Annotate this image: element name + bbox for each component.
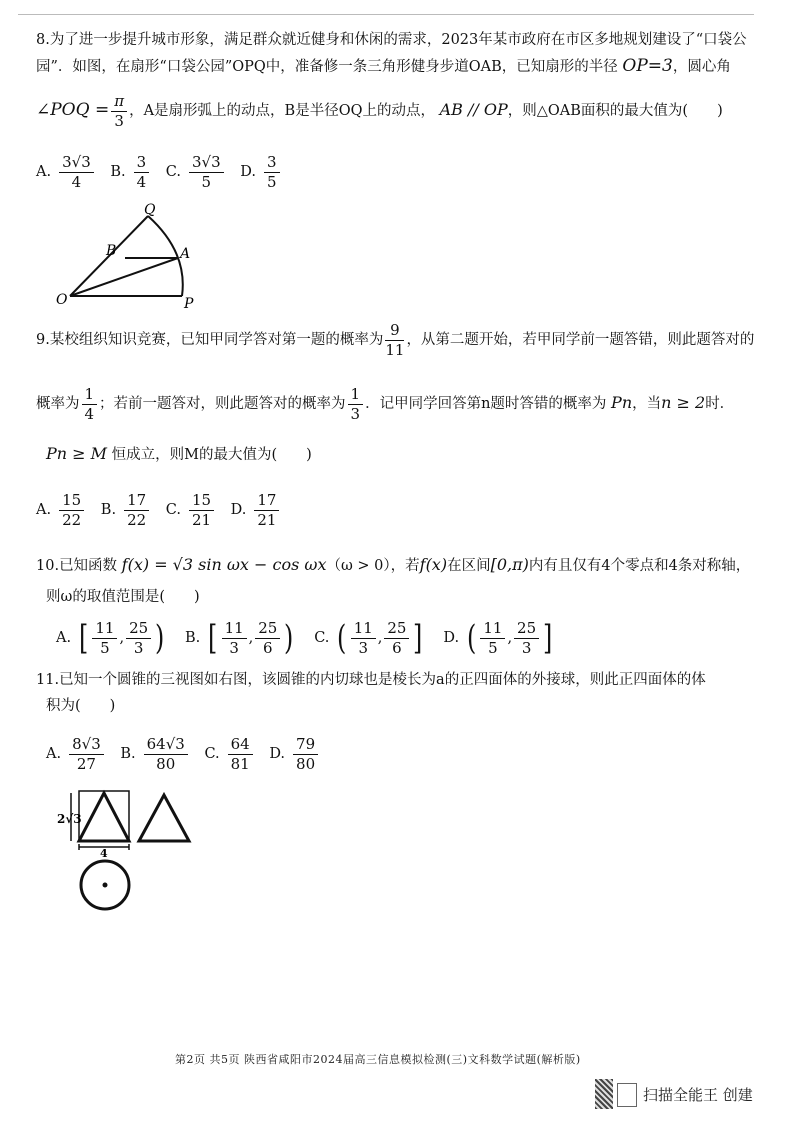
top-rule: [18, 14, 754, 15]
q8-option-b-den: 4: [136, 172, 147, 191]
q10-option-c-b-den: 6: [392, 638, 402, 657]
q9-line3: [46, 444, 312, 465]
q10-interval: [0,π): [490, 555, 529, 574]
q9-line2: [36, 383, 734, 424]
q10-option-a-a-den: 5: [100, 638, 110, 657]
q11-option-d[interactable]: [269, 732, 320, 776]
q10-option-a-open: [: [79, 618, 89, 658]
q8-option-c-label: C.: [165, 164, 181, 180]
q8-segment-oa: [70, 258, 178, 296]
q9-option-c[interactable]: [166, 488, 216, 532]
q10-option-b-a-num: 11: [222, 621, 247, 639]
q8-option-d-num: 3: [264, 155, 280, 173]
q11-option-d-label: D.: [269, 746, 286, 762]
q9-option-c-num: 15: [189, 493, 214, 511]
q10-option-b[interactable]: B. [ $\frac{11}{3}$ , $\frac{25}{6}$ ): [185, 618, 294, 658]
q9-text-2b: ；若前一题答对，则此题答对的概率为: [99, 396, 346, 412]
q9-text-1a: 某校组织知识竞赛，已知甲同学答对第一题的概率为: [49, 332, 384, 348]
q10-option-c-a-den: 3: [358, 638, 368, 657]
q9-p2-num: 1: [82, 387, 98, 405]
q11-option-b-label: B.: [120, 746, 136, 762]
q8-option-b-num: 3: [134, 155, 150, 173]
q10-option-c-a-num: 11: [351, 621, 376, 639]
q8-angle-label: ∠POQ =: [36, 100, 110, 120]
q9-condition: n ≥ 2: [661, 393, 706, 412]
q10-option-d[interactable]: D. ( $\frac{11}{5}$ , $\frac{25}{3}$ ]: [443, 618, 553, 658]
q10-option-a-b-den: 3: [133, 638, 144, 657]
q11-option-b-den: 80: [156, 754, 176, 773]
q11-option-b-num: 64√3: [144, 737, 188, 755]
q8-angle-fraction: [111, 91, 127, 130]
q11-option-c-num: 64: [228, 737, 253, 755]
q11-three-view-figure: [55, 785, 205, 915]
q8-sector-figure: [50, 200, 220, 312]
q8-label-p: P: [184, 296, 194, 312]
q8-text-2: 园”．如图，在扇形“口袋公园”OPQ中，准备修一条三角形健身步道OAB，已知扇形的半径: [36, 59, 618, 75]
q11-number: 11.: [36, 672, 60, 688]
q9-option-d-label: D.: [230, 502, 247, 518]
qr-code-icon: [595, 1079, 613, 1109]
q8-label-b: B: [106, 243, 117, 259]
q10-text-1d: 内有且仅有4个零点和4条对称轴，: [528, 558, 751, 574]
q8-option-c[interactable]: [166, 150, 226, 194]
q11-height-label: 2√3: [57, 812, 82, 826]
q8-angle-num: π: [111, 94, 127, 112]
q8-line3: [36, 92, 723, 129]
q9-text-2d: ，当: [632, 396, 662, 412]
q8-line1: [36, 30, 747, 50]
q9-option-d[interactable]: [231, 488, 282, 532]
q11-width-label: 4: [100, 847, 108, 860]
q10-option-a[interactable]: A. [ $\frac{11}{5}$ , $\frac{25}{3}$ ): [56, 618, 165, 658]
q8-line2: [36, 56, 731, 77]
q10-option-d-b-num: 25: [514, 621, 539, 639]
q10-text-2: 则ω的取值范围是( ): [46, 589, 200, 605]
q11-option-a-num: 8√3: [69, 737, 104, 755]
q10-option-b-close: ): [284, 618, 294, 658]
q9-text-2e: 时．: [705, 396, 735, 412]
q9-text-3b: 恒成立，则M的最大值为( ): [111, 447, 312, 463]
q9-option-a-label: A.: [36, 502, 52, 518]
q8-text-3d: ，则△OAB面积的最大值为( ): [507, 103, 723, 119]
q8-text-1: 为了进一步提升城市形象，满足群众就近健身和休闲的需求，2023年某市政府在市区多地规划建设了“口袋公: [49, 32, 747, 48]
q9-option-c-den: 21: [191, 510, 212, 529]
q8-option-a-num: 3√3: [59, 155, 94, 173]
q8-arc-pq: [148, 216, 183, 296]
q10-option-d-a-num: 11: [480, 621, 505, 639]
q8-option-d[interactable]: [240, 150, 281, 194]
q10-options: [56, 616, 564, 660]
q9-options: [36, 488, 291, 532]
q9-option-b[interactable]: [101, 488, 151, 532]
q8-option-d-label: D.: [240, 164, 256, 180]
q10-option-c-b-num: 25: [384, 621, 409, 639]
q10-option-a-a-num: 11: [92, 621, 117, 639]
q9-inequality: Pn ≥ M: [46, 444, 108, 463]
q10-function: f(x) = √3 sin ωx − cos ωx: [121, 555, 327, 574]
q9-text-2a: 概率为: [36, 396, 80, 412]
q9-option-a[interactable]: [36, 488, 86, 532]
q10-option-c-close: ]: [413, 618, 423, 658]
q8-text-3b: ，A是扇形弧上的动点，B是半径OQ上的动点，: [129, 103, 435, 119]
q8-parallel: AB // OP: [439, 100, 508, 119]
q11-option-a[interactable]: [46, 732, 106, 776]
q8-option-b-label: B.: [110, 164, 126, 180]
scanner-watermark: [595, 1079, 765, 1109]
q8-label-q: Q: [144, 202, 156, 218]
q9-option-b-label: B.: [100, 502, 117, 518]
q10-number: 10.: [36, 558, 60, 574]
q10-option-b-b-den: 6: [263, 638, 273, 657]
q11-line2: [46, 696, 115, 716]
q8-option-a-label: A.: [36, 164, 52, 180]
q11-option-d-num: 79: [293, 737, 318, 755]
q10-option-d-close: ]: [543, 618, 553, 658]
q11-option-c[interactable]: [204, 732, 254, 776]
q8-option-a-den: 4: [71, 172, 82, 191]
q8-label-o: O: [56, 292, 68, 308]
q10-text-1a: 已知函数: [59, 558, 118, 574]
q9-p1-den: 11: [385, 340, 405, 359]
q9-option-c-label: C.: [165, 502, 181, 518]
q9-p2: [82, 384, 98, 423]
q9-option-a-den: 22: [62, 510, 82, 529]
q11-option-b[interactable]: [120, 732, 189, 776]
q8-option-b[interactable]: [110, 150, 151, 194]
q10-option-d-b-den: 3: [521, 638, 532, 657]
scanner-brand-text: 扫描全能王 创建: [643, 1086, 753, 1104]
q8-option-a[interactable]: [36, 150, 96, 194]
q11-side-view: [139, 795, 189, 841]
q10-option-b-a-den: 3: [229, 638, 239, 657]
q11-option-d-den: 80: [296, 754, 316, 773]
scanner-logo-icon: [617, 1083, 637, 1107]
q9-option-a-num: 15: [59, 493, 84, 511]
q9-text-2c: ．记甲同学回答第n题时答错的概率为: [365, 396, 607, 412]
q10-line2: [46, 587, 200, 607]
q8-label-a: A: [180, 246, 191, 262]
q8-angle-den: 3: [114, 111, 124, 130]
q9-option-b-den: 22: [127, 510, 147, 529]
q8-option-d-den: 5: [266, 172, 277, 191]
q11-text-1: 已知一个圆锥的三视图如右图，该圆锥的内切球也是棱长为a的正四面体的外接球，则此正四面体的体: [59, 672, 706, 688]
q10-fx: f(x): [419, 555, 448, 574]
q11-line1: [36, 670, 706, 690]
q11-option-c-label: C.: [204, 746, 220, 762]
q11-front-view: [79, 793, 129, 841]
q10-option-d-a-den: 5: [488, 638, 498, 657]
q10-option-c-label: C.: [314, 630, 330, 646]
q9-option-b-num: 17: [124, 493, 149, 511]
q10-option-a-label: A.: [56, 630, 72, 646]
page-footer: 第2页 共5页 陕西省咸阳市2024届高三信息模拟检测(三)文科数学试题(解析版): [175, 1053, 581, 1066]
q8-options: [36, 150, 292, 194]
q11-option-a-label: A.: [46, 746, 62, 762]
q10-option-d-open: (: [467, 618, 477, 658]
q8-radius: OP=3: [622, 56, 673, 76]
q9-p3-den: 3: [350, 404, 361, 423]
q9-p1: [385, 320, 405, 359]
q8-text-2c: ，圆心角: [672, 59, 731, 75]
q9-number: 9.: [36, 332, 50, 348]
q9-p2-den: 4: [84, 404, 95, 423]
q10-condition: （ω > 0）: [326, 558, 391, 574]
q11-top-view-center: [103, 883, 108, 888]
q9-p3-num: 1: [348, 387, 364, 405]
q10-option-d-label: D.: [443, 630, 460, 646]
q9-p1-num: 9: [385, 323, 404, 341]
q11-options: [46, 732, 330, 776]
q8-option-c-num: 3√3: [189, 155, 224, 173]
q9-option-d-num: 17: [254, 493, 279, 511]
q11-option-a-den: 27: [76, 754, 96, 773]
q10-option-b-b-num: 25: [255, 621, 280, 639]
q11-option-c-den: 81: [230, 754, 250, 773]
q10-option-c-open: (: [337, 618, 347, 658]
q9-p3: [348, 384, 364, 423]
q10-option-a-b-num: 25: [126, 621, 151, 639]
q8-option-c-den: 5: [201, 172, 212, 191]
q11-text-2: 积为( ): [46, 698, 116, 714]
q10-option-b-label: B.: [185, 630, 201, 646]
q9-option-d-den: 21: [257, 510, 277, 529]
q10-option-c[interactable]: C. ( $\frac{11}{3}$ , $\frac{25}{6}$ ]: [314, 618, 423, 658]
q8-number: 8.: [36, 32, 50, 48]
q10-text-1b: ，若: [390, 558, 420, 574]
q9-text-1b: ，从第二题开始，若甲同学前一题答错，则此题答对的: [406, 332, 755, 348]
q10-option-a-close: ): [155, 618, 165, 658]
q9-pn: Pn: [611, 393, 633, 412]
q10-option-b-open: [: [208, 618, 218, 658]
q10-text-1c: 在区间: [447, 558, 491, 574]
q9-line1: [36, 320, 754, 360]
q10-line1: [36, 555, 750, 576]
q11-front-box: [79, 791, 129, 841]
